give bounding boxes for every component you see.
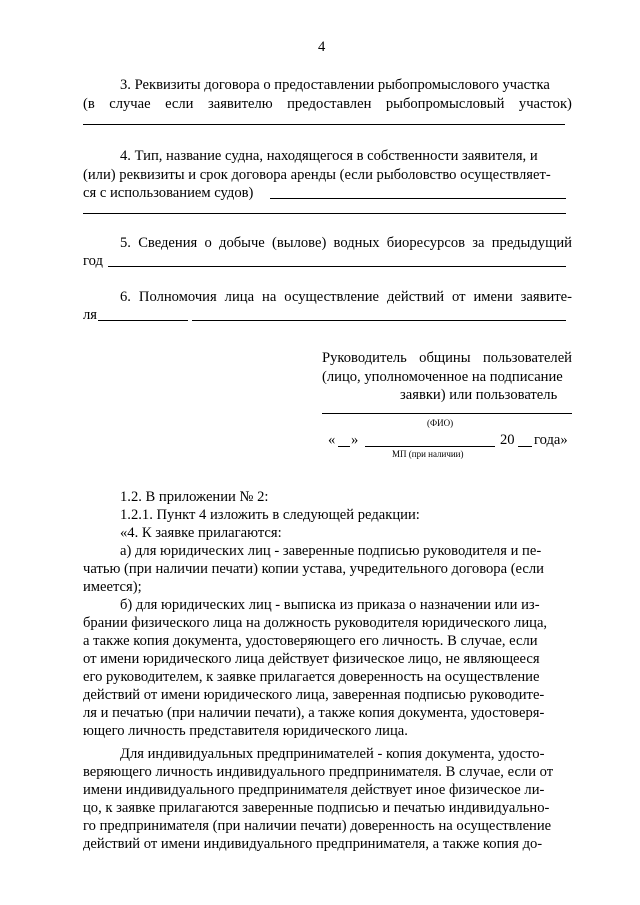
year-label: года» bbox=[534, 432, 568, 448]
word: (в bbox=[83, 96, 95, 112]
word: заявителю bbox=[207, 96, 273, 112]
fio-label: (ФИО) bbox=[427, 418, 454, 428]
paragraph-b-line: ля и печатью (при наличии печати), а также копия документа, удостоверя- bbox=[83, 705, 545, 721]
section4-line3: ся с использованием судов) bbox=[83, 185, 254, 201]
paragraph-c-line: веряющего личность индивидуального предпринимателя. В случае, если от bbox=[83, 764, 554, 780]
word: имени bbox=[473, 289, 513, 305]
word: (вылове) bbox=[272, 235, 327, 251]
word: действий bbox=[387, 289, 445, 305]
section6-line1 bbox=[120, 288, 572, 306]
word: предыдущий bbox=[491, 235, 572, 251]
section4-underline bbox=[83, 213, 566, 214]
year-prefix: 20 bbox=[500, 432, 515, 448]
section5-line2: год bbox=[83, 253, 103, 269]
word: осуществление bbox=[284, 289, 380, 305]
signature-line2: (лицо, уполномоченное на подписание bbox=[322, 369, 563, 385]
paragraph-a-line: имеется); bbox=[83, 579, 142, 595]
section6-fill-line-short bbox=[98, 320, 188, 321]
date-close-quote: » bbox=[351, 432, 359, 448]
word: Руководитель bbox=[322, 350, 407, 366]
word: предоставлен bbox=[287, 96, 372, 112]
year-suffix-line bbox=[518, 446, 532, 447]
paragraph-a-line: а) для юридических лиц - заверенные подписью руководителя и пе- bbox=[120, 543, 542, 559]
word: лица bbox=[224, 289, 255, 305]
word: Сведения bbox=[138, 235, 198, 251]
paragraph-c-line: го предпринимателя (при наличии печати) доверенность на осуществление bbox=[83, 818, 552, 834]
amendment-p2: 1.2.1. Пункт 4 изложить в следующей редакции: bbox=[120, 507, 420, 523]
amendment-p1: 1.2. В приложении № 2: bbox=[120, 489, 269, 505]
mp-label: МП (при наличии) bbox=[392, 449, 464, 459]
paragraph-b-line: б) для юридических лиц - выписка из приказа о назначении или из- bbox=[120, 597, 540, 613]
date-day-line bbox=[338, 446, 350, 447]
section3-line2 bbox=[83, 95, 572, 113]
word: биоресурсов bbox=[386, 235, 466, 251]
word: рыбопромысловый bbox=[385, 96, 505, 112]
section3-underline bbox=[83, 124, 565, 125]
word: 6. bbox=[120, 289, 131, 305]
paragraph-c-line: цо, к заявке прилагаются заверенные подписью и печатью индивидуально- bbox=[83, 800, 550, 816]
amendment-p3: «4. К заявке прилагаются: bbox=[120, 525, 282, 541]
word: добыче bbox=[219, 235, 265, 251]
signature-line3: заявки) или пользователь bbox=[400, 387, 558, 403]
word: о bbox=[204, 235, 212, 251]
word: случае bbox=[109, 96, 151, 112]
word: если bbox=[165, 96, 194, 112]
paragraph-b-line: брании физического лица на должность руководителя юридического лица, bbox=[83, 615, 548, 631]
section3-line1: 3. Реквизиты договора о предоставлении рыбопромыслового участка bbox=[120, 77, 550, 93]
section5-fill-line bbox=[108, 266, 566, 267]
word: от bbox=[452, 289, 466, 305]
word: водных bbox=[333, 235, 380, 251]
word: Полномочия bbox=[138, 289, 217, 305]
fio-line bbox=[322, 413, 572, 414]
paragraph-b-line: от имени юридического лица действует физическое лицо, не являющееся bbox=[83, 651, 540, 667]
section4-line1: 4. Тип, название судна, находящегося в собственности заявителя, и bbox=[120, 148, 538, 164]
word: за bbox=[472, 235, 485, 251]
section6-line2: ля bbox=[83, 307, 97, 323]
section6-fill-line-long bbox=[192, 320, 566, 321]
section4-line2: (или) реквизиты и срок договора аренды (если рыболовство осуществляет- bbox=[83, 167, 551, 183]
paragraph-a-line: чатью (при наличии печати) копии устава, учредительного договора (если bbox=[83, 561, 544, 577]
section4-fill-line bbox=[270, 198, 566, 199]
word: участок) bbox=[518, 96, 572, 112]
word: заявите- bbox=[520, 289, 572, 305]
paragraph-b-line: а также копия документа, удостоверяющего его личность. В случае, если bbox=[83, 633, 538, 649]
paragraph-b-line: его руководителем, к заявке прилагается доверенность на осуществление bbox=[83, 669, 540, 685]
date-open-quote: « bbox=[328, 432, 336, 448]
paragraph-b-line: ющего личность представителя юридического лица. bbox=[83, 723, 408, 739]
paragraph-c-line: действий от имени индивидуального предпринимателя, а также копия до- bbox=[83, 836, 543, 852]
word: на bbox=[262, 289, 277, 305]
paragraph-c-line: Для индивидуальных предпринимателей - копия документа, удосто- bbox=[120, 746, 545, 762]
page-number: 4 bbox=[318, 39, 326, 55]
word: 5. bbox=[120, 235, 131, 251]
paragraph-c-line: имени индивидуального предпринимателя действует иное физическое ли- bbox=[83, 782, 545, 798]
date-month-line bbox=[365, 446, 495, 447]
word: пользователей bbox=[482, 350, 572, 366]
word: общины bbox=[419, 350, 471, 366]
paragraph-b-line: действий от имени юридического лица, заверенная подписью руководите- bbox=[83, 687, 545, 703]
section5-line1 bbox=[120, 234, 572, 252]
signature-line1 bbox=[322, 349, 572, 367]
